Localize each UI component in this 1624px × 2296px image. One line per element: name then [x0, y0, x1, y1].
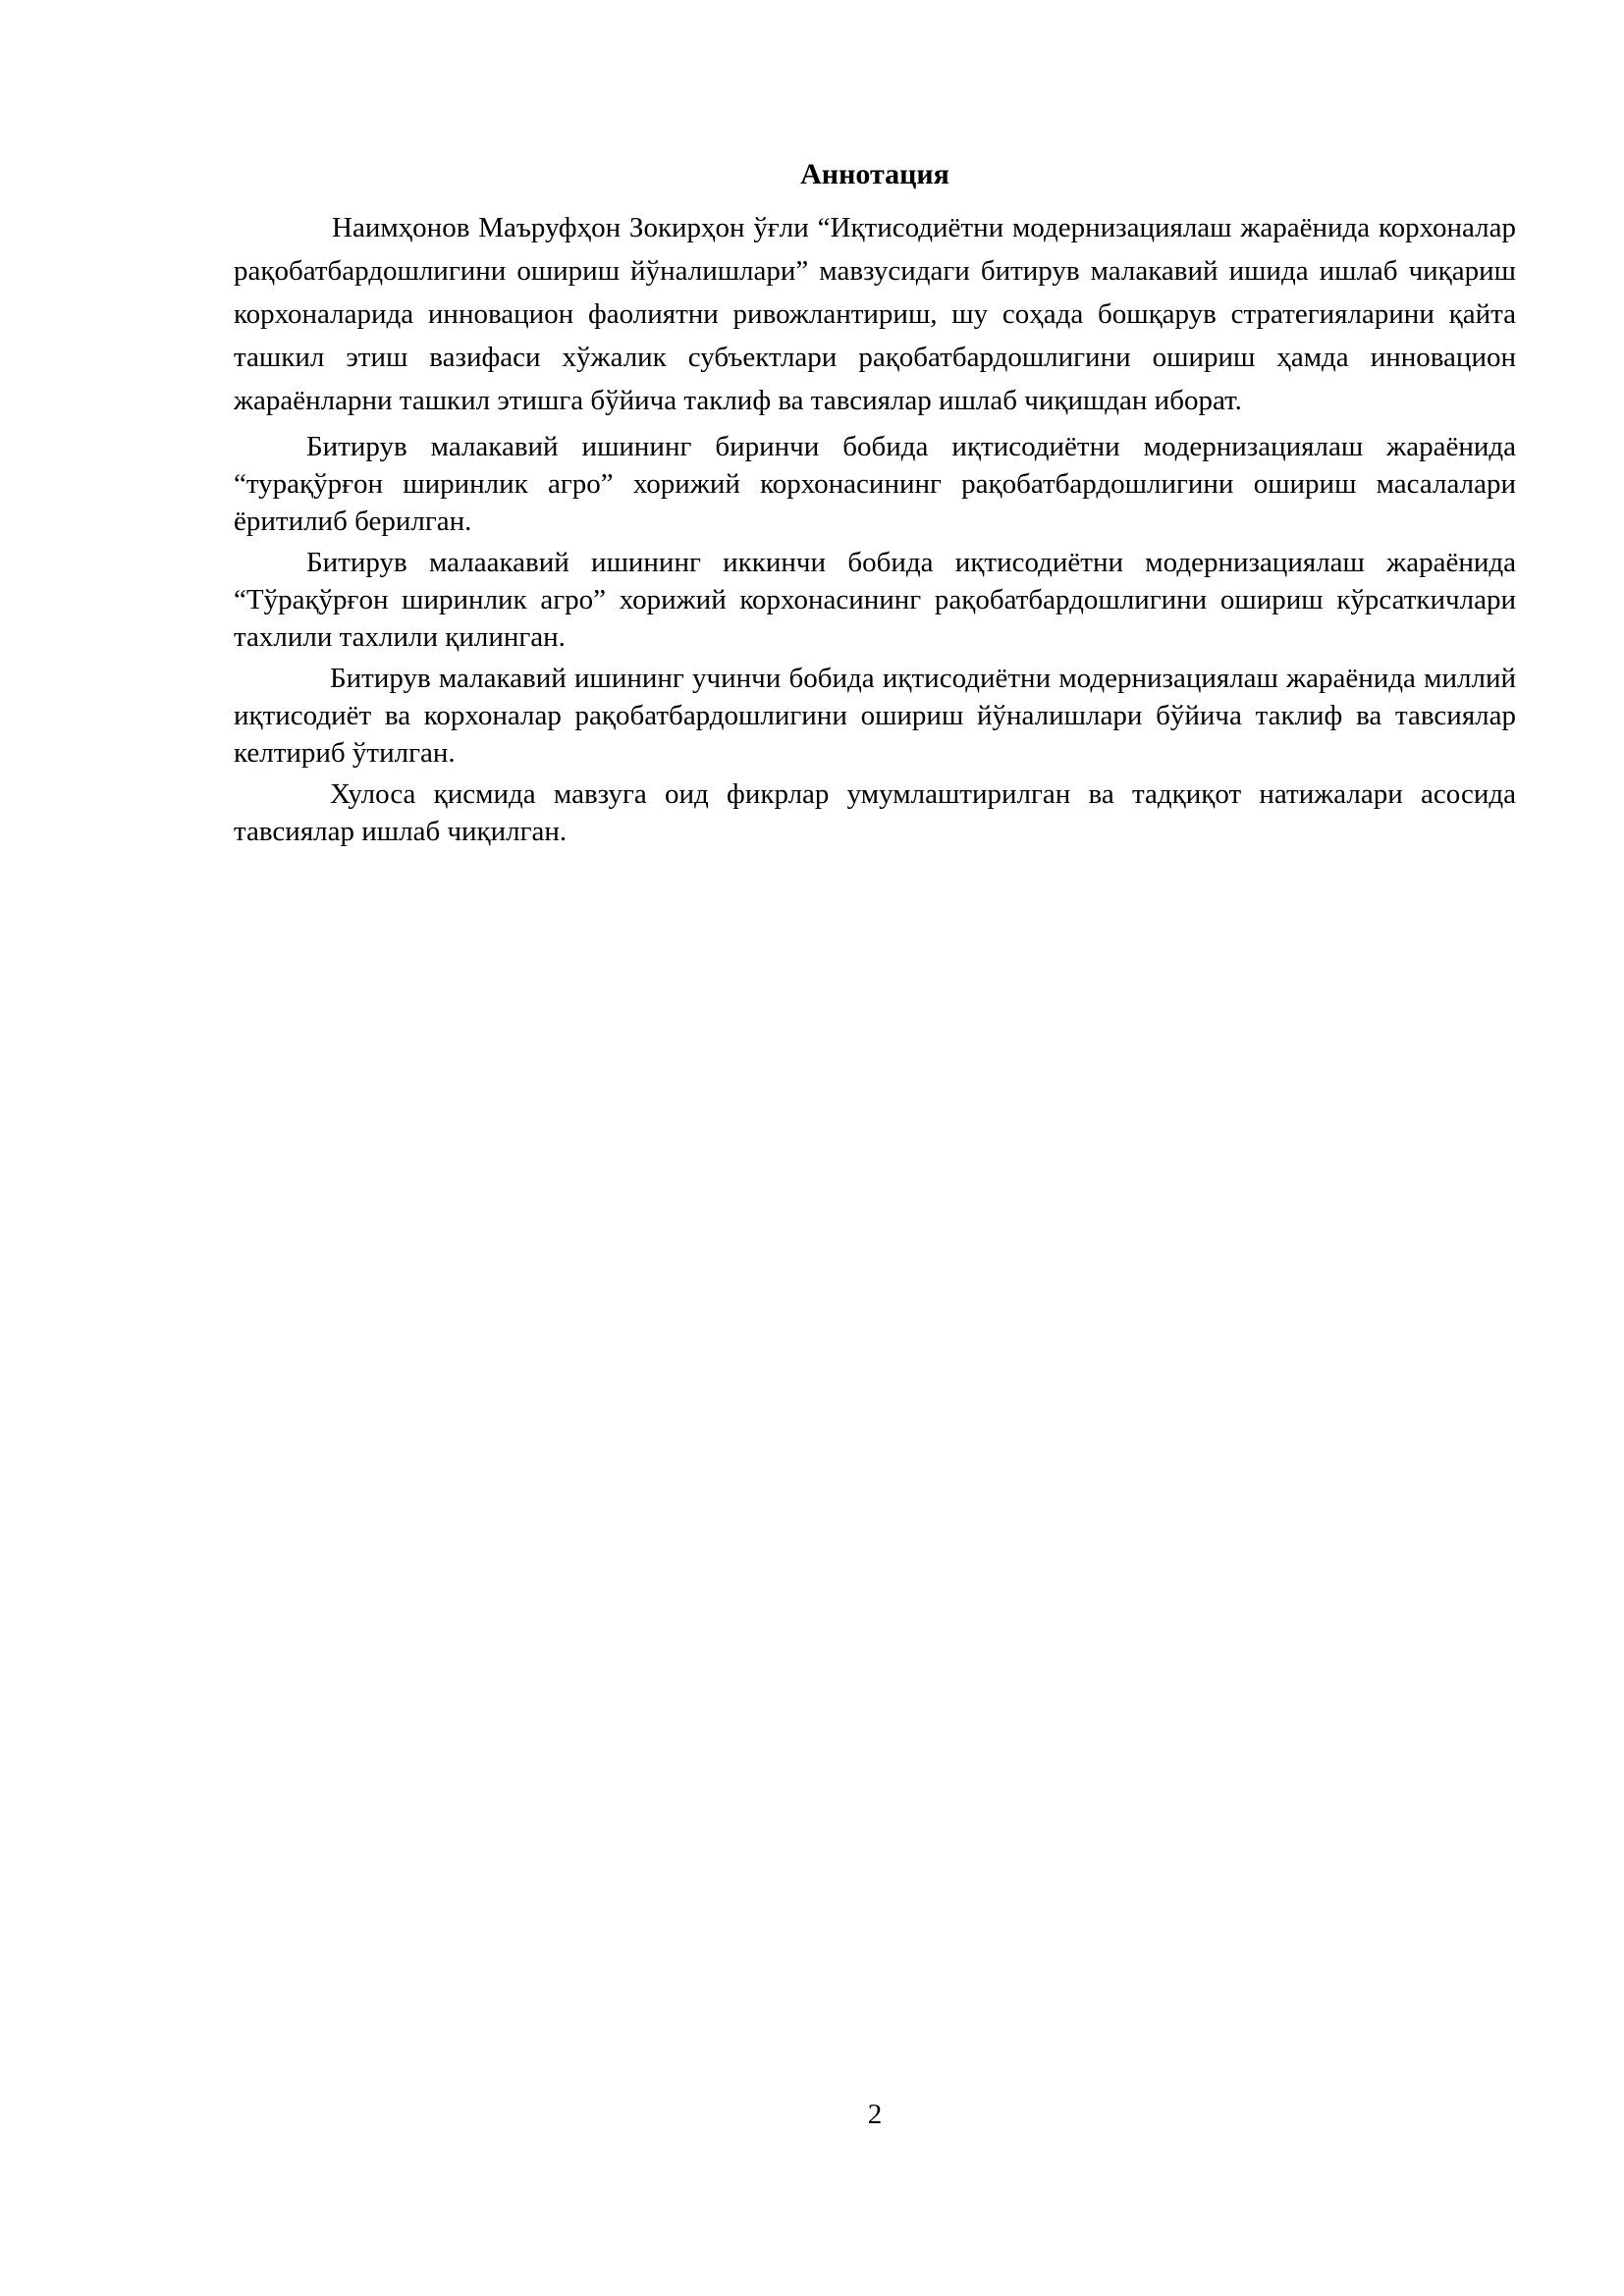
paragraph-intro: Наимҳонов Маъруфҳон Зокирҳон ўғли “Иқтисодиётни модернизациялаш жараёнида корхоналар рақобатбардошлигини ошириш йўналишлари” мавзусидаги битирув малакавий ишида ишлаб чиқариш корхоналарида инновацион фаолиятни ривожлантириш, шу соҳада бошқарув стратегияларини қайта ташкил этиш вазифаси хўжалик субъектлари рақобатбардошлигини ошириш ҳамда инновацион жараёнларни ташкил этишга бўйича таклиф ва тавсиялар ишлаб чиқишдан иборат.: [234, 212, 1516, 416]
page-title: Аннотация: [800, 158, 949, 190]
paragraph-chapter-3: Битирув малакавий ишининг учинчи бобида иқтисодиётни модернизациялаш жараёнида миллий иқтисодиёт ва корхоналар рақобатбардошлигини ошириш йўналишлари бўйича таклиф ва тавсиялар келтириб ўтилган.: [234, 663, 1516, 769]
paragraph-chapter-2: Битирув малаакавий ишининг иккинчи бобида иқтисодиётни модернизациялаш жараёнида “Тўрақўрғон ширинлик агро” хорижий корхонасининг рақобатбардошлигини ошириш кўрсаткичлари тахлили тахлили қилинган.: [234, 547, 1516, 653]
page-number: 2: [867, 2099, 883, 2130]
paragraph-chapter-1: Битирув малакавий ишининг биринчи бобида иқтисодиётни модернизациялаш жараёнида “турақўрғон ширинлик агро” хорижий корхонасининг рақобатбардошлигини ошириш масалалари ёритилиб берилган.: [234, 431, 1516, 537]
paragraph-conclusion: Хулоса қисмида мавзуга оид фикрлар умумлаштирилган ва тадқиқот натижалари асосида тавсиялар ишлаб чиқилган.: [234, 778, 1516, 847]
page-content: [234, 155, 1516, 850]
